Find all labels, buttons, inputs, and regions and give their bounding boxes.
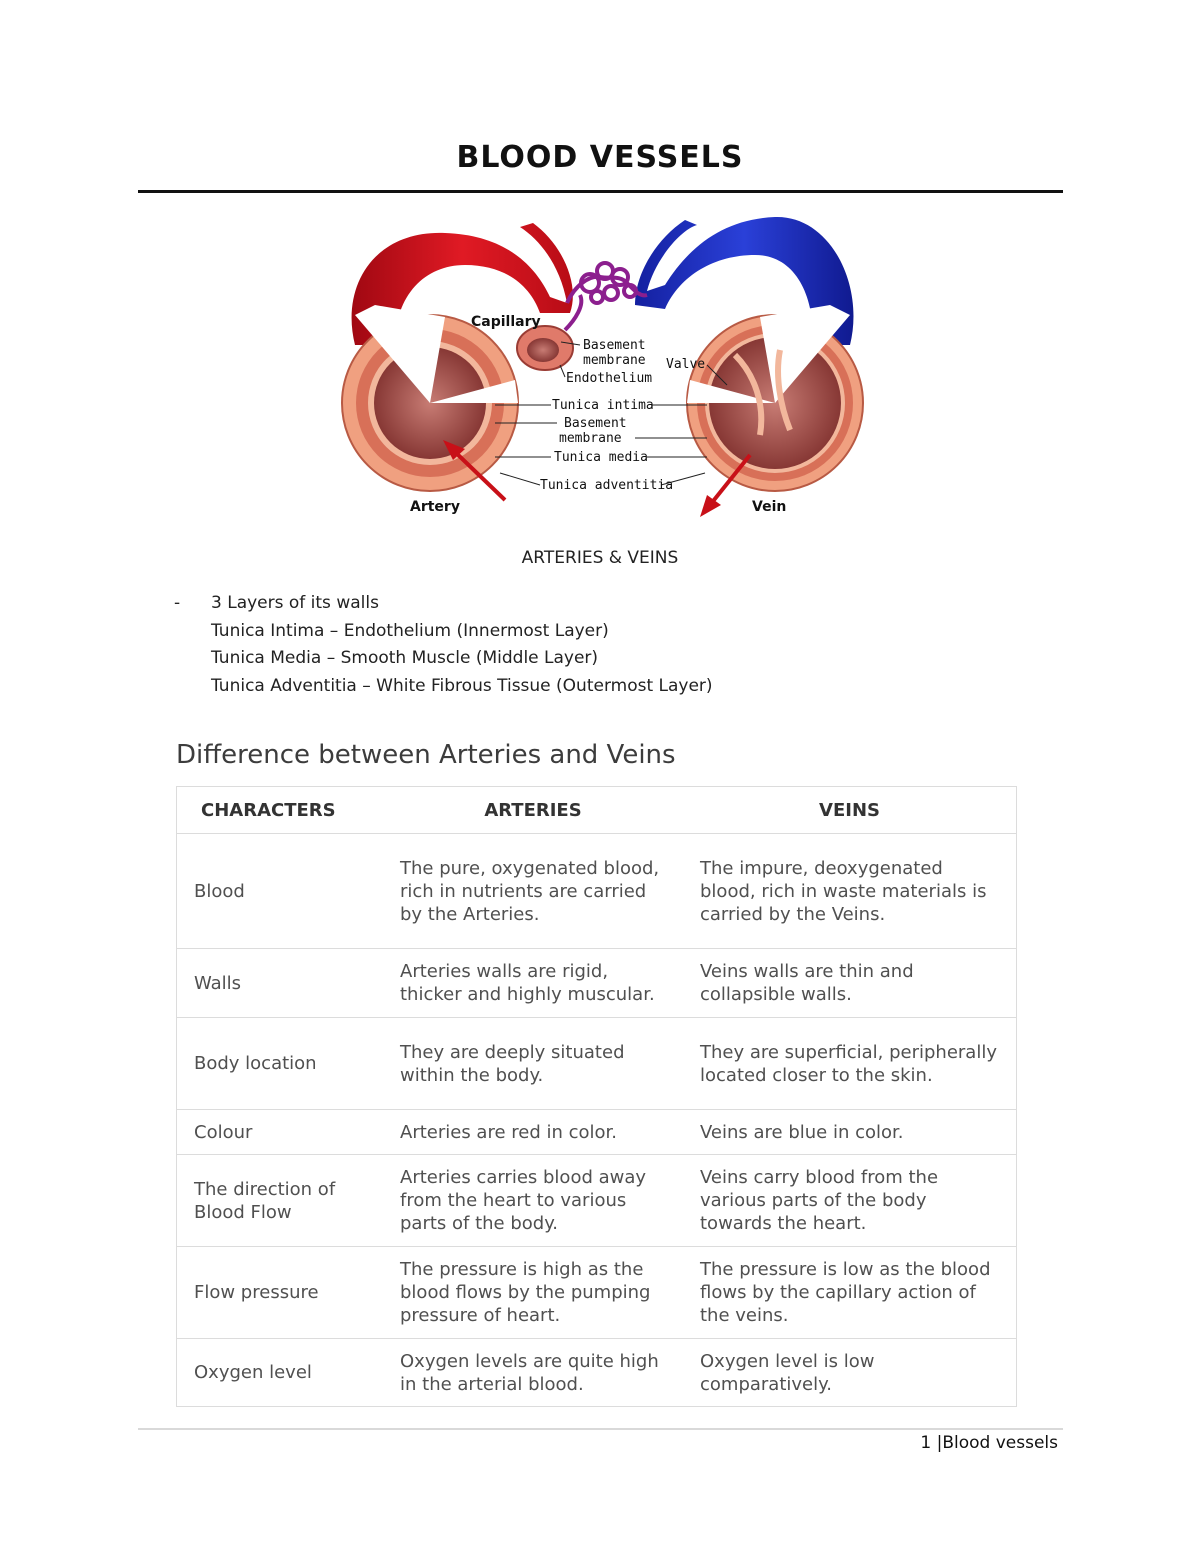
table-cell: Flow pressure: [177, 1247, 384, 1339]
table-cell: Arteries are red in color.: [383, 1110, 683, 1155]
list-bullet: -: [174, 593, 181, 613]
table-cell: Colour: [177, 1110, 384, 1155]
capillary-network: [565, 263, 647, 330]
label-vein: Vein: [752, 499, 787, 515]
layers-line: Tunica Adventitia – White Fibrous Tissue (Outermost Layer): [211, 675, 713, 696]
table-cell: Veins walls are thin and collapsible walls.: [683, 949, 1017, 1018]
label-endothelium: Endothelium: [566, 371, 653, 386]
page-footer: 1 |Blood vessels: [920, 1433, 1058, 1453]
page-title: BLOOD VESSELS: [456, 140, 744, 175]
label-artery: Artery: [410, 499, 460, 515]
table-cell: They are deeply situated within the body.: [383, 1018, 683, 1110]
table-cell: Veins are blue in color.: [683, 1110, 1017, 1155]
table-cell: Arteries walls are rigid, thicker and highly muscular.: [383, 949, 683, 1018]
header-characters: CHARACTERS: [177, 787, 384, 834]
table-cell: The impure, deoxygenated blood, rich in waste materials is carried by the Veins.: [683, 834, 1017, 949]
layers-line: 3 Layers of its walls: [211, 593, 379, 613]
layers-line: Tunica Intima – Endothelium (Innermost Layer): [211, 620, 609, 641]
label-tunica-adventitia: Tunica adventitia: [540, 478, 674, 493]
table-row: [177, 1247, 1017, 1339]
table-cell: Body location: [177, 1018, 384, 1110]
difference-heading: Difference between Arteries and Veins: [176, 740, 676, 770]
header-veins: VEINS: [683, 787, 1017, 834]
label-capillary: Capillary: [471, 314, 541, 330]
layers-line: Tunica Media – Smooth Muscle (Middle Layer): [211, 648, 599, 668]
blood-vessel-diagram: [335, 205, 870, 525]
title-divider: [138, 190, 1063, 193]
label-basement-membrane-2: membrane: [559, 431, 622, 446]
table-cell: The pure, oxygenated blood, rich in nutrients are carried by the Arteries.: [383, 834, 683, 949]
table-row: [177, 1155, 1017, 1247]
label-valve: Valve: [666, 357, 706, 372]
table-row: [177, 1339, 1017, 1407]
table-cell: The direction of Blood Flow: [177, 1155, 384, 1247]
layers-list: [174, 590, 713, 700]
difference-table: [176, 786, 1017, 1407]
table-cell: The pressure is low as the blood flows by the capillary action of the veins.: [683, 1247, 1017, 1339]
label-basement-membrane-top-2: membrane: [583, 353, 646, 368]
table-cell: Arteries carries blood away from the heart to various parts of the body.: [383, 1155, 683, 1247]
table-cell: Oxygen level is low comparatively.: [683, 1339, 1017, 1407]
blood-vessel-illustration: [335, 205, 870, 525]
table-cell: Walls: [177, 949, 384, 1018]
table-cell: Oxygen level: [177, 1339, 384, 1407]
footer-divider: [138, 1428, 1063, 1430]
table-cell: Blood: [177, 834, 384, 949]
label-tunica-media: Tunica media: [554, 450, 648, 465]
table-cell: Oxygen levels are quite high in the arterial blood.: [383, 1339, 683, 1407]
label-basement-membrane-top-1: Basement: [583, 338, 646, 353]
table-cell: The pressure is high as the blood flows by the pumping pressure of heart.: [383, 1247, 683, 1339]
table-row: [177, 1110, 1017, 1155]
table-cell: They are superficial, peripherally located closer to the skin.: [683, 1018, 1017, 1110]
figure-caption: ARTERIES & VEINS: [521, 548, 679, 568]
header-arteries: ARTERIES: [383, 787, 683, 834]
table-cell: Veins carry blood from the various parts of the body towards the heart.: [683, 1155, 1017, 1247]
table-header-row: [177, 787, 1017, 834]
label-basement-membrane-1: Basement: [564, 416, 627, 431]
label-tunica-intima: Tunica intima: [552, 398, 654, 413]
table-row: [177, 1018, 1017, 1110]
table-row: [177, 949, 1017, 1018]
table-row: [177, 834, 1017, 949]
